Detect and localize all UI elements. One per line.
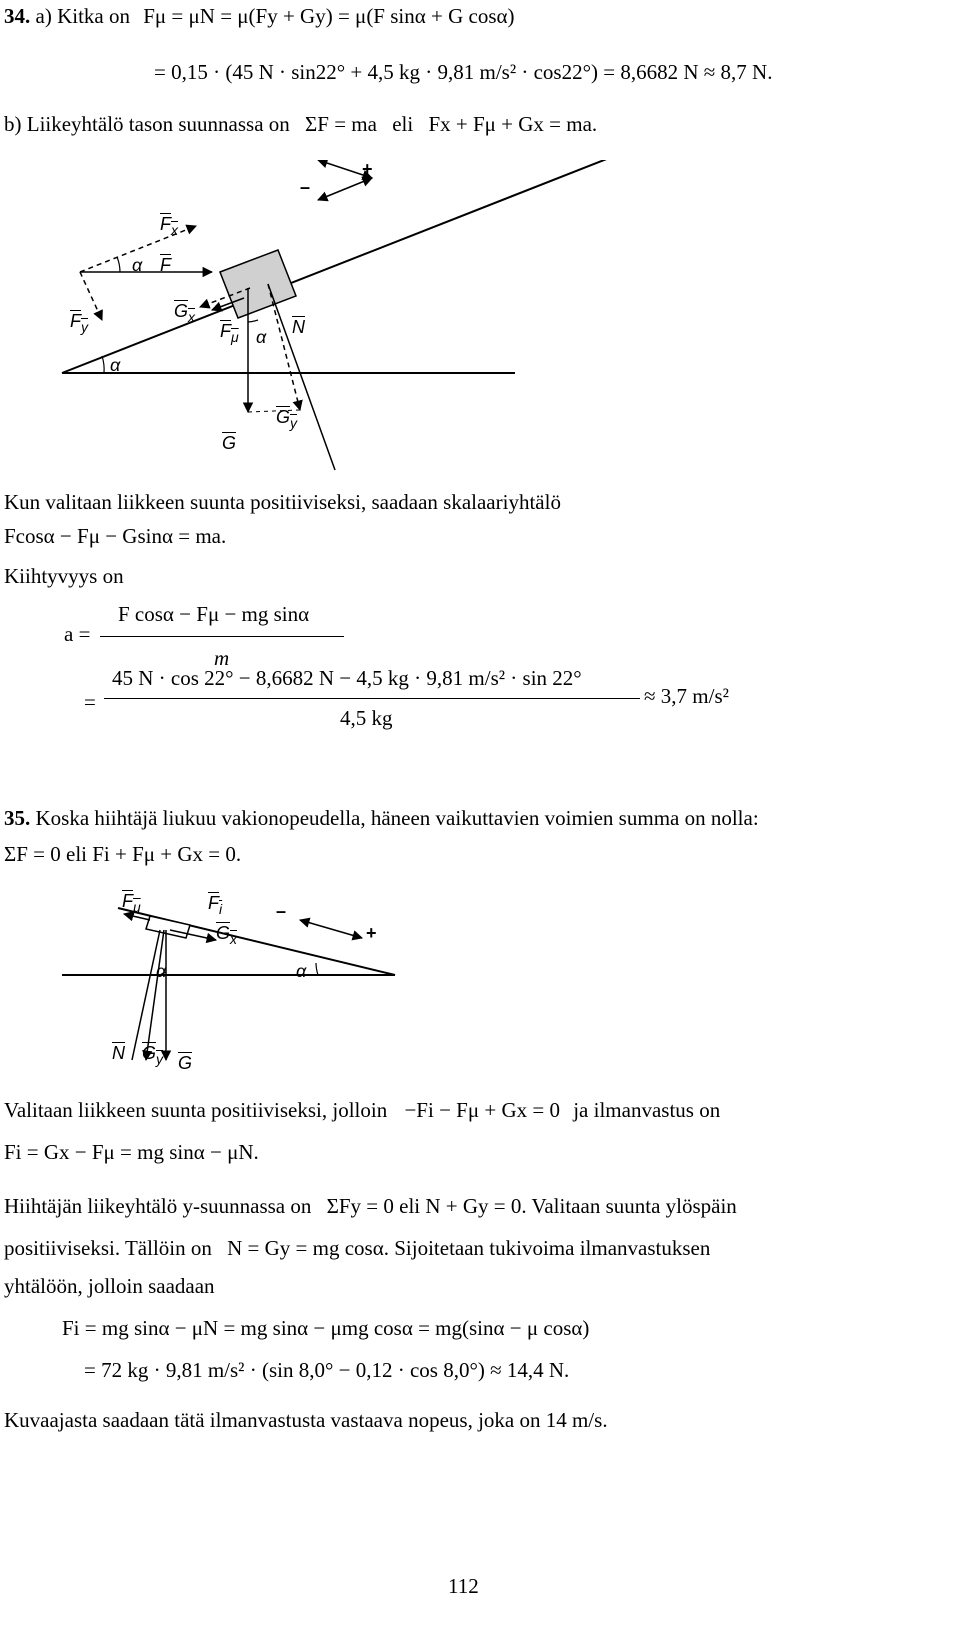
label-plus: +: [362, 159, 373, 179]
force-Gy-arrow: [268, 284, 300, 410]
label2-minus: –: [276, 901, 287, 921]
label-G: $\overline{G}$: [222, 433, 237, 453]
label-Gx: $G_x$: [174, 301, 196, 325]
expr-sum-x: −Fi − Fμ + Gx = 0: [404, 1098, 560, 1122]
force-diagram-1: [0, 160, 960, 490]
expr-Fi-derivation: Fi = mg sinα − μN = mg sinα − μmg cosα = mg(sinα − μ cosα): [62, 1316, 590, 1340]
fraction-2-denominator: 4,5 kg: [340, 706, 393, 730]
part-a-label: a) Kitka on: [35, 4, 130, 28]
part-b-label: b) Liikeyhtälö tason suunnassa on: [4, 112, 290, 136]
label2-plus: +: [366, 923, 377, 943]
problem-number: 34.: [4, 4, 31, 28]
label2-Gx: $G_x$: [216, 923, 238, 947]
part-b-line: [4, 114, 597, 135]
label2-N: $\overline{N}$: [112, 1043, 125, 1063]
text-acceleration: Kiihtyvyys on: [4, 564, 124, 588]
label-Gy: $G_y$: [276, 407, 298, 431]
accel-symbol: a =: [64, 622, 91, 646]
problem-35-text: Koska hiihtäjä liukuu vakionopeudella, häneen vaikuttavien voimien summa on nolla:: [35, 806, 759, 830]
friction-formula: Fμ = μN = μ(Fy + Gy) = μ(F sinα + G cosα): [143, 4, 515, 28]
label-Fy: $F_y$: [70, 311, 88, 335]
label-Fx: $F_x$: [160, 214, 178, 238]
problem-34-line-1: [4, 6, 515, 27]
expr-normal: N = Gy = mg cosα: [227, 1236, 384, 1260]
acceleration-result: ≈ 3,7 m/s²: [644, 684, 729, 708]
motion-equation: Fx + Fμ + Gx = ma.: [428, 112, 598, 136]
force-Gy-arrow-2: [146, 930, 167, 1060]
fraction-1-denominator: m: [214, 646, 230, 670]
fraction-1-numerator: F cosα − Fμ − mg sinα: [118, 602, 310, 626]
label2-alpha-2: α: [296, 961, 307, 981]
text-conclusion: Kuvaajasta saadaan tätä ilmanvastusta vastaava nopeus, joka on 14 m/s.: [4, 1408, 608, 1432]
fraction-2-numerator: 45 N · cos 22° − 8,6682 N − 4,5 kg · 9,81 m/s² · sin 22°: [112, 666, 582, 690]
text-scalar-eq-intro: Kun valitaan liikkeen suunta positiiviseksi, saadaan skalaariyhtälö: [4, 490, 561, 514]
fraction-2-equals: =: [84, 690, 96, 714]
force-N-line: [132, 930, 160, 1060]
direction-arrow-2: [300, 920, 362, 938]
skier-block: [146, 916, 190, 938]
label-F: $\overline{F}$: [160, 255, 171, 275]
label2-Fi: $F_i$: [208, 893, 223, 917]
page-number: 112: [448, 1574, 479, 1598]
eli-word: eli: [392, 112, 414, 136]
incline-line: [62, 160, 655, 373]
label-N: $\overline{N}$: [292, 317, 305, 337]
text-scalar-eq: Fcosα − Fμ − Gsinα = ma.: [4, 524, 227, 548]
expr-air-resistance: Fi = Gx − Fμ = mg sinα − μN.: [4, 1140, 259, 1164]
text-normal-force: positiiviseksi. Tällöin on N = Gy = mg cosα. Sijoitetaan tukivoima ilmanvastuksen: [4, 1236, 711, 1260]
label-alpha-1: α: [132, 255, 143, 275]
expr-Fi-value: = 72 kg · 9,81 m/s² · (sin 8,0° − 0,12 · cos 8,0°) ≈ 14,4 N.: [84, 1358, 570, 1382]
label2-alpha-1: α: [156, 961, 167, 981]
label-Fmu: $F_\mu$: [220, 321, 239, 345]
expr-sum-y: ΣFy = 0 eli N + Gy = 0: [326, 1194, 522, 1218]
block: [220, 250, 296, 318]
label2-Gy: $G_y$: [142, 1043, 164, 1067]
normal-line: [268, 284, 335, 470]
text-y-direction: Hiihtäjän liikeyhtälö y-suunnassa on ΣFy = 0 eli N + Gy = 0. Valitaan suunta ylöspäin: [4, 1194, 737, 1218]
label2-G: $\overline{G}$: [178, 1053, 193, 1073]
problem-35-equilibrium: ΣF = 0 eli Fi + Fμ + Gx = 0.: [4, 842, 242, 866]
problem-number-35: 35.: [4, 806, 31, 830]
newton-law: ΣF = ma: [305, 112, 377, 136]
label-alpha-2: α: [256, 327, 267, 347]
label2-Fmu: $F_\mu$: [122, 891, 141, 915]
label-minus: –: [300, 177, 311, 197]
problem-35-line-1: [4, 808, 759, 829]
friction-value-line: = 0,15 · (45 N · sin22° + 4,5 kg · 9,81 m/s² · cos22°) = 8,6682 N ≈ 8,7 N.: [154, 60, 773, 84]
label-alpha-3: α: [110, 355, 121, 375]
text-substitute: yhtälöön, jolloin saadaan: [4, 1274, 215, 1298]
text-choose-direction: Valitaan liikkeen suunta positiiviseksi, jolloin −Fi − Fμ + Gx = 0 ja ilmanvastus on: [4, 1098, 721, 1122]
